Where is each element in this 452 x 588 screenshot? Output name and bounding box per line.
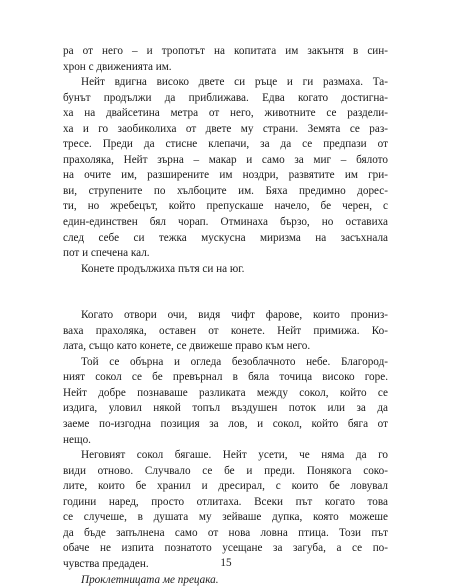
text-line: издига, уловил някой топъл въздушен поток или за да <box>63 401 388 417</box>
text-line: ви, струпените по хълбоците им. Бяха предимно дорес- <box>63 184 388 200</box>
text-section-1 <box>63 44 388 277</box>
text-line: заеме по-изгодна позиция за лов, и сокол, който бяга от <box>63 417 388 433</box>
text-line: Проклетницата ме прецака. <box>63 573 388 588</box>
text-line: Той се обърна и огледа безоблачното небе. Благород- <box>63 355 388 371</box>
text-line: ти, но жребецът, който препускаше начело, бе черен, с <box>63 199 388 215</box>
text-line: след себе си тежка мускусна миризма на засъхнала <box>63 231 388 247</box>
text-line: Когато отвори очи, видя чифт фарове, които прониз- <box>63 308 388 324</box>
section-break <box>63 277 388 308</box>
text-line: види отново. Случвало се бе и преди. Понякога соко- <box>63 464 388 480</box>
text-line: обаче не изпита познатото усещане за загуба, а се по- <box>63 541 388 557</box>
text-line: Конете продължиха пътя си на юг. <box>63 262 388 278</box>
text-line: ният сокол се бе превърнал в бяла точица високо горе. <box>63 370 388 386</box>
text-line: тресе. Преди да стисне клепачи, за да се предпази от <box>63 137 388 153</box>
text-line: да бъде запълнена само от нова ловна птица. Този път <box>63 526 388 542</box>
text-line: Нейт вдигна високо двете си ръце и ги размаха. Та- <box>63 75 388 91</box>
text-line: хрон с движенията им. <box>63 60 388 76</box>
page-number: 15 <box>0 556 452 570</box>
text-line: ха и го заобиколиха от двете му страни. Земята се раз- <box>63 122 388 138</box>
text-line: Неговият сокол бягаше. Нейт усети, че няма да го <box>63 448 388 464</box>
text-line: Нейт добре познаваше разликата между сокол, който се <box>63 386 388 402</box>
text-line: ха на двайсетина метра от него, животните се раздели- <box>63 106 388 122</box>
text-line: чувства предаден. <box>63 557 388 573</box>
text-line: прахоляка, Нейт зърна – макар и само за миг – бялото <box>63 153 388 169</box>
text-line: се случеше, в душата му зейваше дупка, която можеше <box>63 510 388 526</box>
text-line: лата, също като конете, се движеше право към него. <box>63 339 388 355</box>
text-line: един-единствен бял чорап. Отминаха бързо, но оставиха <box>63 215 388 231</box>
text-line: ваха прахоляка, оставен от конете. Нейт примижа. Ко- <box>63 324 388 340</box>
text-line: пот и спечена кал. <box>63 246 388 262</box>
text-line: бунът продължи да приближава. Едва когато достигна- <box>63 91 388 107</box>
text-line: на очите им, разширените им ноздри, развятите им гри- <box>63 168 388 184</box>
text-line: ра от него – и тропотът на копитата им закънтя в син- <box>63 44 388 60</box>
text-line: години наред, просто отлитаха. Всеки път когато това <box>63 495 388 511</box>
text-line: нещо. <box>63 433 388 449</box>
text-section-2 <box>63 308 388 588</box>
text-line: лите, които бе хранил и дресирал, с които бе ловувал <box>63 479 388 495</box>
book-page <box>63 44 388 588</box>
